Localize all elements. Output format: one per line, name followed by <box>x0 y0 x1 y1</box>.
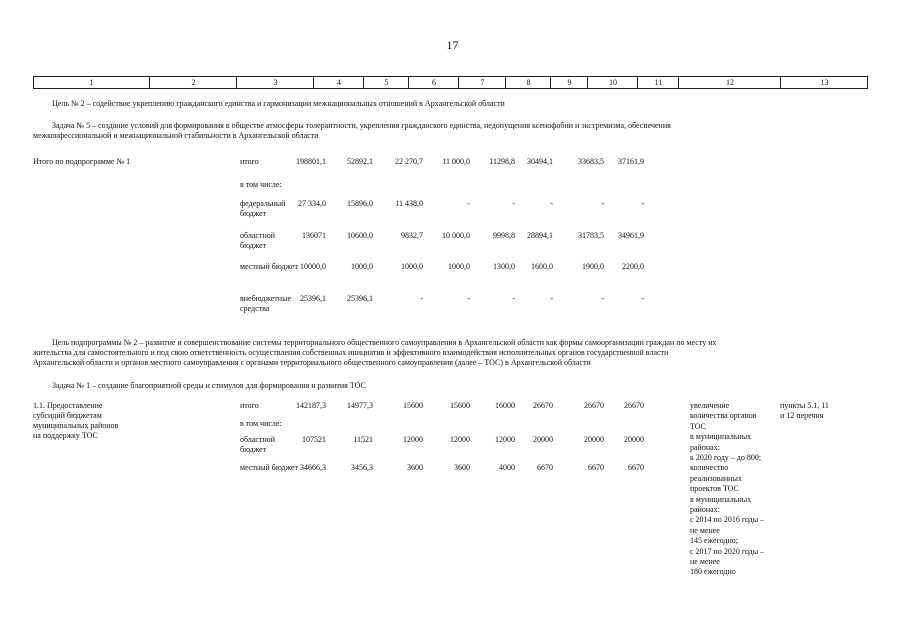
cell-value: 28894,1 <box>527 231 553 240</box>
cell-value: 34961,9 <box>618 231 644 240</box>
funding-source: местный бюджет <box>240 463 298 472</box>
cell-value: - <box>512 294 515 303</box>
indicator-line: не менее <box>690 557 720 566</box>
cell-value: - <box>512 199 515 208</box>
cell-value: 26670 <box>584 401 604 410</box>
cell-value: 11521 <box>353 435 373 444</box>
indicator-line: в муниципальных <box>690 432 752 442</box>
indicator-line: проектов ТОС <box>690 484 739 494</box>
column-number: 11 <box>637 77 679 88</box>
cell-value: 20000 <box>584 435 604 444</box>
cell-value: 15600 <box>450 401 470 410</box>
indicator-line: 145 ежегодно; <box>690 536 738 546</box>
cell-value: - <box>641 294 644 303</box>
column-number: 3 <box>236 77 314 88</box>
cell-value: 26670 <box>533 401 553 410</box>
column-number: 7 <box>458 77 506 88</box>
cell-value: 136071 <box>302 231 326 240</box>
cell-value: 1900,0 <box>582 262 604 271</box>
cell-value: - <box>550 199 553 208</box>
cell-value: 11 000,0 <box>442 157 470 166</box>
cell-value: 10 000,0 <box>442 231 470 240</box>
funding-source: итого <box>240 401 259 410</box>
funding-source: областной бюджет <box>240 435 276 454</box>
funding-source: итого <box>240 157 259 166</box>
goal-subprogram-2-line-2: жительства для самостоятельного и под свою ответственность осуществления собственных инициатив и эффективного взаимодействия исполнительных органов государственной власти <box>33 348 669 357</box>
cell-value: 25396,1 <box>300 294 326 303</box>
cell-value: 31783,5 <box>578 231 604 240</box>
cell-value: 34666,3 <box>300 463 326 472</box>
cell-value: 52892,1 <box>347 157 373 166</box>
funding-source: внебюджетные средства <box>240 294 291 313</box>
cell-value: 9998,8 <box>493 231 515 240</box>
cell-value: 10600,0 <box>347 231 373 240</box>
cell-value: 2200,0 <box>622 262 644 271</box>
cell-value: 4000 <box>499 463 515 472</box>
cell-value: 3456,3 <box>351 463 373 472</box>
cell-value: 6670 <box>588 463 604 472</box>
goal-subprogram-2-line-3: Архангельской области и органов местного самоуправления с органами территориального общественного самоуправления (далее – ТОС) в Архангельской области <box>33 358 591 367</box>
column-number: 1 <box>89 78 94 87</box>
cell-value: 12000 <box>450 435 470 444</box>
cell-value: 37161,9 <box>618 157 644 166</box>
funding-source: в том числе: <box>240 180 282 189</box>
cell-value: 6670 <box>628 463 644 472</box>
cell-value: 1300,0 <box>493 262 515 271</box>
cell-value: 142187,3 <box>296 401 326 410</box>
cell-value: 16000 <box>495 401 515 410</box>
indicator-line: увеличение <box>690 401 730 410</box>
funding-source: местный бюджет <box>240 262 298 271</box>
task-5-line-1: Задача № 5 – создание условий для формирования в обществе атмосферы толерантности, укрепления гражданского единства, недопущения ксенофобии и экстремизма, обеспечения <box>52 121 671 130</box>
goal-2: Цель № 2 – содействие укреплению гражданского единства и гармонизации межнациональных отношений в Архангельской области <box>52 99 505 108</box>
cell-value: 30494,1 <box>527 157 553 166</box>
cell-value: 1000,0 <box>401 262 423 271</box>
cell-value: 1600,0 <box>531 262 553 271</box>
column-number: 10 <box>587 77 638 88</box>
cell-value: 15896,0 <box>347 199 373 208</box>
cell-value: - <box>467 294 470 303</box>
total-subprogram-label: Итого по подпрограмме № 1 <box>33 157 131 166</box>
task-5-line-2: межконфессиональной и межнациональной стабильности в Архангельской области <box>33 131 319 140</box>
indicator-line: ТОС <box>690 421 706 431</box>
item-label-line: субсидий бюджетам <box>33 411 102 420</box>
goal-subprogram-2-line-1: Цель подпрограммы № 2 – развитие и совершенствование системы территориального общественного самоуправления в Архангельской области как формы самоорганизации граждан по месту их <box>52 338 717 347</box>
cell-value: 27 334,0 <box>298 199 326 208</box>
task-1: Задача № 1 – создание благоприятной среды и стимулов для формирования и развития ТОС <box>52 381 366 390</box>
indicator-line: реализованных <box>690 473 742 483</box>
cell-value: 25396,1 <box>347 294 373 303</box>
cell-value: - <box>467 199 470 208</box>
cell-value: 22 270,7 <box>395 157 423 166</box>
cell-value: 198801,1 <box>296 157 326 166</box>
cell-value: 20000 <box>624 435 644 444</box>
column-number: 6 <box>408 77 459 88</box>
item-label-line: 1.1. Предоставление <box>33 401 103 410</box>
funding-source: в том числе: <box>240 419 282 428</box>
cell-value: 12000 <box>495 435 515 444</box>
reference-line: пункты 5.1, 11 <box>780 401 829 410</box>
cell-value: 6670 <box>537 463 553 472</box>
cell-value: 3600 <box>454 463 470 472</box>
cell-value: 15600 <box>403 401 423 410</box>
cell-value: 14977,3 <box>347 401 373 410</box>
item-label-line: муниципальных районов <box>33 421 119 430</box>
cell-value: 1000,0 <box>351 262 373 271</box>
indicator-line: с 2017 по 2020 годы – <box>690 546 765 556</box>
cell-value: - <box>601 199 604 208</box>
cell-value: 1000,0 <box>448 262 470 271</box>
cell-value: 26670 <box>624 401 644 410</box>
funding-source: федеральный бюджет <box>240 199 286 218</box>
cell-value: 11 438,0 <box>395 199 423 208</box>
indicator-line: количество <box>690 463 729 473</box>
indicator-line: районах: <box>690 442 720 452</box>
column-number: 13 <box>780 77 868 88</box>
cell-value: - <box>550 294 553 303</box>
cell-value: - <box>420 294 423 303</box>
cell-value: 11298,8 <box>489 157 515 166</box>
indicator-line: 180 ежегодно <box>690 567 736 577</box>
cell-value: 3600 <box>407 463 423 472</box>
page-number: 17 <box>446 38 459 52</box>
column-number: 4 <box>313 77 364 88</box>
column-number: 8 <box>505 77 551 88</box>
indicator-line: количества органов <box>690 411 757 421</box>
item-label-line: на поддержку ТОС <box>33 431 98 440</box>
cell-value: 10000,0 <box>300 262 326 271</box>
cell-value: 9832,7 <box>401 231 423 240</box>
indicator-line: районах: <box>690 505 720 514</box>
cell-value: 12000 <box>403 435 423 444</box>
indicator-line: в муниципальных <box>690 494 752 504</box>
funding-source: областной бюджет <box>240 231 276 250</box>
column-number: 9 <box>550 77 588 88</box>
column-number: 5 <box>363 77 409 88</box>
cell-value: - <box>641 199 644 208</box>
indicator-line: с 2014 по 2016 годы – <box>690 515 765 525</box>
column-number-header <box>33 76 868 89</box>
cell-value: - <box>601 294 604 303</box>
indicator-line: к 2020 году – до 800; <box>690 453 762 462</box>
cell-value: 33683,5 <box>578 157 604 166</box>
cell-value: 107521 <box>302 435 326 444</box>
cell-value: 20000 <box>533 435 553 444</box>
indicator-line: не менее <box>690 525 720 535</box>
column-number: 12 <box>678 77 781 88</box>
column-number: 2 <box>149 77 237 88</box>
reference-line: и 12 перечня <box>780 411 824 420</box>
